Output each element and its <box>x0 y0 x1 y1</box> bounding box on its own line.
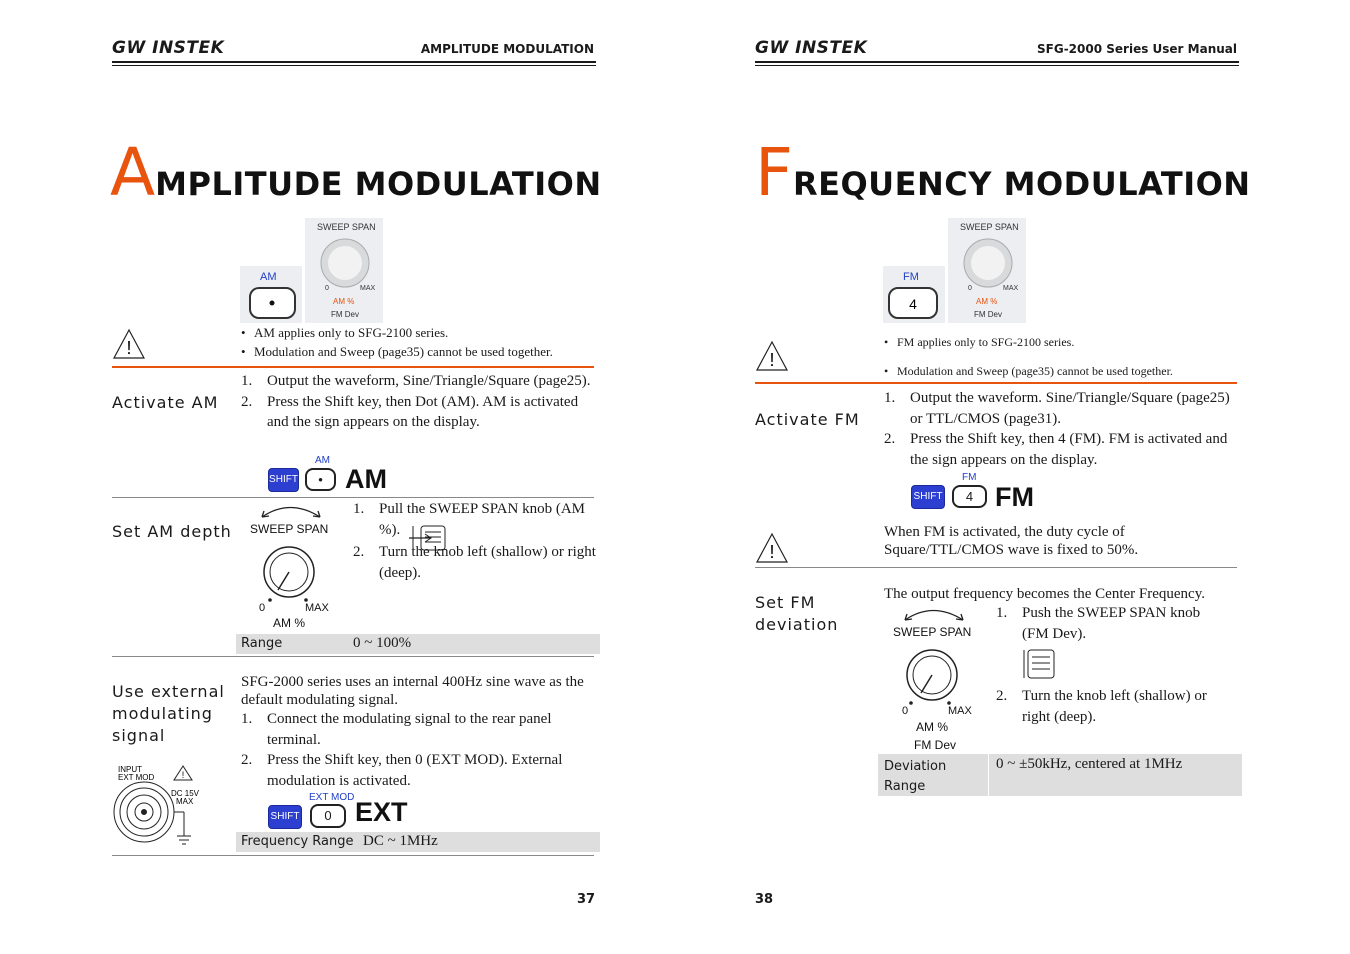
pull-knob-icon <box>407 524 447 557</box>
photo-knob-label: SWEEP SPAN <box>317 222 376 232</box>
section-divider <box>112 656 594 657</box>
connector-dc: DC 15V <box>171 789 200 798</box>
range-value: 0 ~ 100% <box>353 635 412 651</box>
knob-title: SWEEP SPAN <box>893 625 972 639</box>
knob-max: MAX <box>948 705 972 717</box>
label-line: Set FM <box>755 593 816 612</box>
photo-knob-min: 0 <box>968 285 972 292</box>
external-steps <box>241 709 596 791</box>
header-rule <box>112 61 596 63</box>
deviation-intro: The output frequency becomes the Center Frequency. <box>884 586 1205 602</box>
range-label: Range <box>241 636 283 651</box>
step-item: 1. Connect the modulating signal to the rear panel terminal. <box>241 711 552 748</box>
ext-sign: EXT <box>355 797 408 827</box>
frequency-range-value: DC ~ 1MHz <box>363 833 438 849</box>
photo-knob-max: MAX <box>360 285 376 292</box>
note-item: • Modulation and Sweep (page35) cannot be used together. <box>884 363 1244 380</box>
four-key: 4 <box>952 485 987 508</box>
section-label-set-fm-deviation <box>755 592 838 636</box>
section-divider <box>112 497 594 498</box>
header-rule-thin <box>112 65 596 66</box>
page-number: 37 <box>577 892 596 907</box>
photo-knob-max: MAX <box>1003 285 1019 292</box>
step-item: 2. Turn the knob left (shallow) or right (deep). <box>996 688 1207 725</box>
step-item: 2. Press the Shift key, then Dot (AM). AM is activated and the sign appears on the display. <box>241 393 579 430</box>
knob-unit: AM % <box>273 616 306 630</box>
external-intro: SFG-2000 series uses an internal 400Hz sine wave as the default modulating signal. <box>241 674 584 708</box>
title-initial: F <box>755 134 793 211</box>
photo-knob-min: 0 <box>325 285 329 292</box>
caution-icon <box>755 340 789 377</box>
notes-list <box>241 323 601 361</box>
notes-list <box>884 334 1244 380</box>
am-key-label: AM <box>315 455 330 466</box>
svg-text:!: ! <box>126 338 132 358</box>
knob-min: 0 <box>902 705 909 717</box>
title-rest: REQUENCY MODULATION <box>792 165 1251 203</box>
push-knob-icon <box>1022 648 1058 685</box>
photo-key-4: 4 <box>909 296 917 312</box>
step-item: 2. Press the Shift key, then 4 (FM). FM is activated and the sign appears on the display. <box>884 431 1228 468</box>
front-panel-photo <box>240 218 385 323</box>
activate-am-steps <box>241 371 595 433</box>
connector-input: INPUT <box>118 765 142 774</box>
knob-max: MAX <box>305 602 329 614</box>
header-title: SFG-2000 Series User Manual <box>1037 42 1237 56</box>
page-number: 38 <box>755 892 774 907</box>
connector-ext: EXT MOD <box>118 773 155 782</box>
photo-knob-fm: FM Dev <box>974 310 1002 319</box>
sweep-span-knob-diagram <box>891 603 981 713</box>
label-line: signal <box>112 726 166 745</box>
caution-icon <box>112 328 146 365</box>
header-rule <box>755 61 1239 63</box>
connector-max: MAX <box>176 797 194 806</box>
note-item: • FM applies only to SFG-2100 series. <box>884 334 1244 351</box>
section-label-set-am-depth: Set AM depth <box>112 522 232 541</box>
section-divider <box>755 382 1237 384</box>
note-item: • Modulation and Sweep (page35) cannot be used together. <box>241 342 601 361</box>
step-item: 1. Output the waveform. Sine/Triangle/Square (page25) or TTL/CMOS (page31). <box>884 390 1230 427</box>
am-sign: AM <box>345 464 387 494</box>
label-line: Use external <box>112 682 225 701</box>
photo-knob-am: AM % <box>976 297 998 306</box>
section-divider <box>755 567 1237 568</box>
set-am-depth-steps <box>353 499 596 583</box>
step-item: 1. Output the waveform, Sine/Triangle/Square (page25). <box>241 373 591 389</box>
photo-knob-am: AM % <box>333 297 355 306</box>
label-line: Deviation <box>884 759 947 774</box>
front-panel-photo <box>883 218 1028 323</box>
section-label-activate-am: Activate AM <box>112 393 219 412</box>
label-line: modulating <box>112 704 213 723</box>
header-title: AMPLITUDE MODULATION <box>420 42 594 56</box>
knob-min: 0 <box>259 602 266 614</box>
section-divider <box>112 855 594 856</box>
step-item: 1. Push the SWEEP SPAN knob (FM Dev). <box>996 605 1201 642</box>
fm-key-label: FM <box>962 472 977 483</box>
knob-title: SWEEP SPAN <box>250 522 329 536</box>
deviation-range-label <box>884 757 946 797</box>
note-item: • AM applies only to SFG-2100 series. <box>241 323 601 342</box>
label-line: Range <box>884 779 926 794</box>
cell-divider <box>988 754 989 796</box>
bnc-connector-diagram <box>110 764 202 850</box>
shift-key: SHIFT <box>268 468 299 492</box>
sweep-span-knob-diagram <box>248 500 338 635</box>
deviation-range-value: 0 ~ ±50kHz, centered at 1MHz <box>996 756 1183 772</box>
section-label-activate-fm: Activate FM <box>755 410 860 429</box>
step-item: 2. Turn the knob left (shallow) or right (deep). <box>353 544 596 581</box>
section-divider <box>112 366 594 368</box>
knob-unit-fm: FM Dev <box>914 738 956 752</box>
caution-icon <box>755 532 789 569</box>
activate-fm-steps <box>884 388 1240 470</box>
section-label-use-external <box>112 681 225 747</box>
range-row <box>236 634 600 654</box>
photo-knob-label: SWEEP SPAN <box>960 222 1019 232</box>
photo-fm-label: FM <box>903 271 919 283</box>
gw-instek-logo: GW INSTEK <box>755 38 868 58</box>
duty-cycle-note: When FM is activated, the duty cycle of Square/TTL/CMOS wave is fixed to 50%. <box>884 524 1139 558</box>
svg-text:!: ! <box>769 350 775 370</box>
shift-key: SHIFT <box>268 805 302 829</box>
shift-key: SHIFT <box>911 485 945 509</box>
dot-key: • <box>305 468 336 491</box>
svg-text:!: ! <box>181 770 185 780</box>
step-item: 1. Pull the SWEEP SPAN knob (AM %). <box>353 501 586 538</box>
zero-key: 0 <box>310 804 346 828</box>
photo-knob-fm: FM Dev <box>331 310 359 319</box>
gw-instek-logo: GW INSTEK <box>112 38 225 58</box>
frequency-range-label: Frequency Range <box>241 834 354 849</box>
header-rule-thin <box>755 65 1239 66</box>
step-item: 2. Press the Shift key, then 0 (EXT MOD). External modulation is activated. <box>241 752 563 789</box>
knob-unit: AM % <box>916 720 949 734</box>
page-title <box>110 134 602 211</box>
fm-sign: FM <box>995 482 1034 512</box>
photo-am-label: AM <box>260 271 277 283</box>
ext-mod-key-label: EXT MOD <box>309 792 355 803</box>
svg-text:!: ! <box>769 542 775 562</box>
title-rest: MPLITUDE MODULATION <box>155 165 602 203</box>
page-title <box>755 134 1251 211</box>
title-initial: A <box>110 134 156 211</box>
label-line: deviation <box>755 615 839 634</box>
